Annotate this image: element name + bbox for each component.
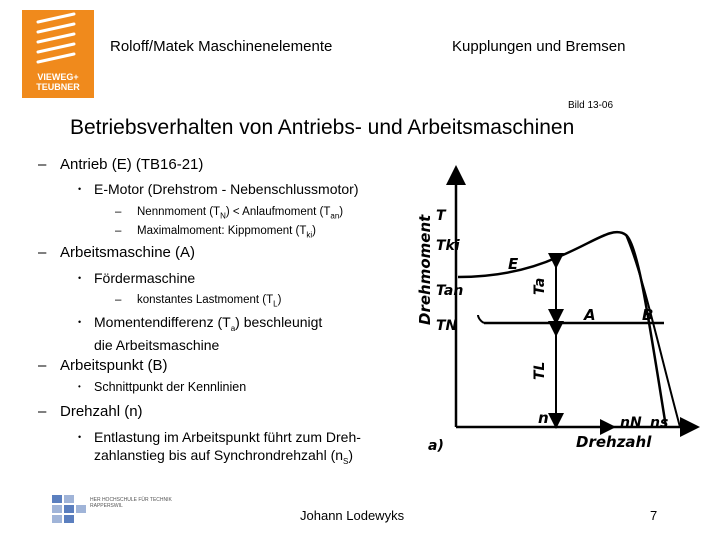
label-a: A bbox=[584, 306, 596, 324]
publisher-name: VIEWEG+ TEUBNER bbox=[36, 72, 80, 92]
bullet-momentendifferenz: • Momentendifferenz $(T_a)$ beschleunigt die Arbeitsmaschine bbox=[78, 314, 323, 353]
bullet-entlastung: • Entlastung im Arbeitspunkt führt zum Dreh- zahlanstieg bis auf Synchrondrehzahl $(n_S)$ bbox=[78, 429, 361, 466]
author: Johann Lodewyks bbox=[300, 508, 405, 523]
label-nn: nN bbox=[620, 415, 642, 431]
publisher-logo-icon bbox=[22, 10, 94, 70]
hsr-logo bbox=[50, 493, 180, 529]
bullet-e-motor: • E-Motor (Drehstrom - Nebenschlussmotor) bbox=[78, 181, 359, 197]
publisher-logo bbox=[22, 10, 94, 98]
section-drehzahl: – Drehzahl (n) bbox=[38, 403, 143, 420]
label-tki: Tki bbox=[436, 238, 460, 254]
section-arbeitspunkt: – Arbeitspunkt (B) bbox=[38, 357, 168, 374]
slide-title: Betriebsverhalten von Antriebs- und Arbeitsmaschinen bbox=[70, 116, 575, 139]
bullet-foerdermaschine: • Fördermaschine bbox=[78, 270, 196, 286]
sub-lastmoment: – konstantes Lastmoment $(T_L)$ bbox=[115, 294, 282, 309]
label-ta: Ta bbox=[532, 277, 548, 295]
x-axis-label: Drehzahl bbox=[576, 433, 652, 451]
label-ns: ns bbox=[650, 415, 669, 431]
label-tl: TL bbox=[532, 361, 548, 380]
header-right-title: Kupplungen und Bremsen bbox=[452, 38, 626, 55]
label-tn: TN bbox=[436, 318, 458, 334]
hsr-name: HER HOCHSCHULE FÜR TECHNIK RAPPERSWIL bbox=[90, 497, 172, 509]
label-b: B bbox=[642, 306, 654, 324]
bullet-schnittpunkt: • Schnittpunkt der Kennlinien bbox=[78, 380, 247, 394]
sub-kippmoment: – Maximalmoment: Kippmoment $(T_{ki})$ bbox=[115, 225, 316, 240]
synchronous-curve bbox=[626, 235, 680, 427]
figure-caption: a) bbox=[428, 438, 444, 454]
label-n: n bbox=[538, 409, 549, 427]
load-line-start bbox=[478, 315, 484, 323]
hsr-logo-icon bbox=[50, 493, 90, 529]
section-antrieb: – Antrieb (E) (TB16-21) bbox=[38, 156, 204, 173]
sub-nennmoment: – Nennmoment $(T_N)$ < Anlaufmoment $(T_{an})$ bbox=[115, 206, 344, 221]
figure-ref: Bild 13-06 bbox=[568, 100, 614, 111]
torque-speed-diagram bbox=[418, 165, 703, 465]
label-t: T bbox=[436, 208, 446, 224]
section-arbeitsmaschine: – Arbeitsmaschine (A) bbox=[38, 244, 196, 261]
header-left-title: Roloff/Matek Maschinenelemente bbox=[110, 38, 333, 55]
label-e: E bbox=[508, 255, 519, 273]
label-tan: Tan bbox=[436, 283, 464, 299]
y-axis-label: Drehmoment bbox=[416, 214, 434, 325]
page-number: 7 bbox=[650, 508, 658, 523]
